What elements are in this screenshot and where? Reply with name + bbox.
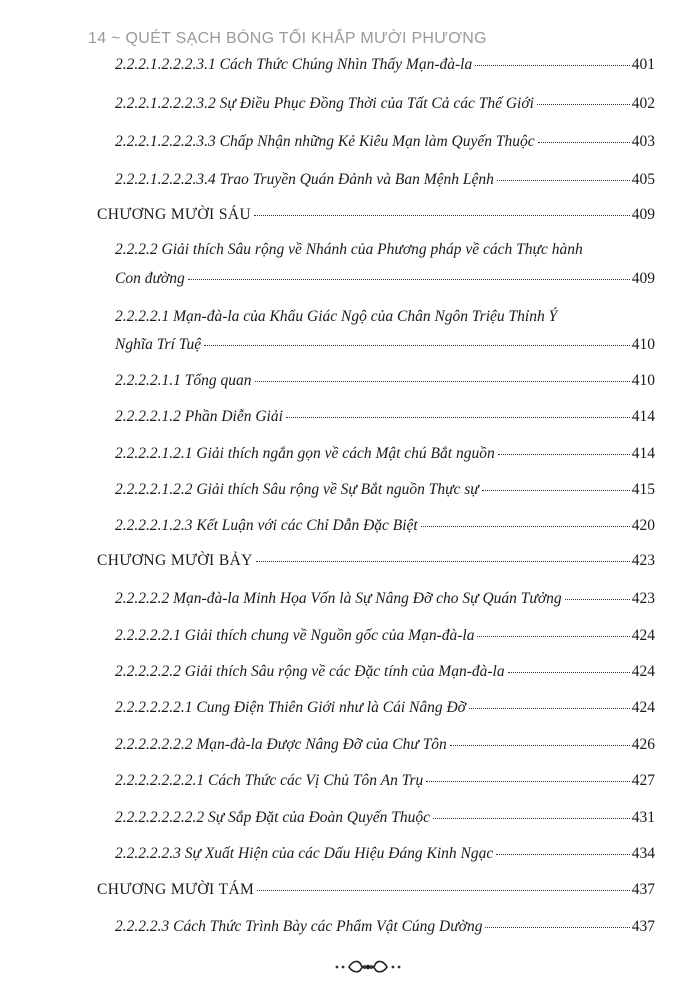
toc-page-number: 423 bbox=[631, 552, 655, 569]
dot-leader bbox=[257, 890, 630, 891]
toc-line bbox=[115, 736, 655, 754]
toc-line bbox=[115, 517, 655, 535]
dot-leader bbox=[565, 599, 630, 600]
toc-line bbox=[115, 270, 655, 288]
toc-page-number: 420 bbox=[631, 517, 655, 534]
toc-line bbox=[97, 206, 655, 224]
dot-leader bbox=[286, 417, 630, 418]
toc-entry-title: 2.2.2.2.2.2.2 Mạn-đà-la Được Nâng Đỡ của Chư Tôn bbox=[115, 736, 447, 753]
toc-page-number: 437 bbox=[631, 918, 655, 935]
toc-page-number: 424 bbox=[631, 627, 655, 644]
toc-entry-title: 2.2.2.1.2.2.2.3.1 Cách Thức Chúng Nhìn Thấy Mạn-đà-la bbox=[115, 56, 473, 73]
toc-line bbox=[115, 699, 655, 717]
toc-entry-title: 2.2.2.2.2.1 Giải thích chung về Nguồn gốc của Mạn-đà-la bbox=[115, 627, 475, 644]
dot-leader bbox=[450, 745, 630, 746]
toc-entry-title: 2.2.2.2.1.2 Phần Diễn Giải bbox=[115, 408, 283, 425]
toc-page-number: 410 bbox=[631, 372, 655, 389]
toc-entry-title: 2.2.2.2.2.2 Giải thích Sâu rộng về các Đặc tính của Mạn-đà-la bbox=[115, 663, 505, 680]
toc-page-number: 414 bbox=[631, 445, 655, 462]
toc-page-number: 423 bbox=[631, 590, 655, 607]
toc-line bbox=[115, 133, 655, 151]
toc-entry-title-line1: 2.2.2.2.1 Mạn-đà-la của Khẩu Giác Ngộ của Chân Ngôn Triệu Thỉnh Ý bbox=[115, 308, 558, 325]
toc-line bbox=[115, 918, 655, 936]
chapter-title: CHƯƠNG MƯỜI BẢY bbox=[97, 552, 253, 569]
toc-entry-title: 2.2.2.2.2.2.2.2 Sự Sắp Đặt của Đoàn Quyến Thuộc bbox=[115, 809, 430, 826]
toc-entry-title: 2.2.2.2.2.2.1 Cung Điện Thiên Giới như là Cái Nâng Đỡ bbox=[115, 699, 466, 716]
toc-line bbox=[115, 95, 655, 113]
dot-leader bbox=[496, 854, 629, 855]
dot-leader bbox=[469, 708, 630, 709]
toc-entry-title: 2.2.2.2.2 Mạn-đà-la Minh Họa Vốn là Sự Nâng Đỡ cho Sự Quán Tưởng bbox=[115, 590, 562, 607]
toc-page-number: 403 bbox=[631, 133, 655, 150]
toc-entry-title: 2.2.2.1.2.2.2.3.3 Chấp Nhận những Kẻ Kiêu Mạn làm Quyến Thuộc bbox=[115, 133, 535, 150]
dot-leader bbox=[204, 345, 630, 346]
toc-page-number: 415 bbox=[631, 481, 655, 498]
toc-entry-title-line2: Con đường bbox=[115, 270, 185, 287]
dot-leader bbox=[421, 526, 630, 527]
toc-entry-title: 2.2.2.2.1.1 Tổng quan bbox=[115, 372, 252, 389]
toc-page-number: 414 bbox=[631, 408, 655, 425]
toc-line bbox=[115, 481, 655, 499]
dot-leader bbox=[537, 104, 630, 105]
dot-leader bbox=[477, 636, 629, 637]
toc-page-number: 424 bbox=[631, 699, 655, 716]
dot-leader bbox=[433, 818, 630, 819]
dot-leader bbox=[497, 180, 630, 181]
dot-leader bbox=[482, 490, 630, 491]
chapter-title: CHƯƠNG MƯỜI TÁM bbox=[97, 881, 255, 898]
toc-entry-title-line2: Nghĩa Trí Tuệ bbox=[115, 336, 202, 353]
toc-entry-title: 2.2.2.2.1.2.2 Giải thích Sâu rộng về Sự Bắt nguồn Thực sự bbox=[115, 481, 479, 498]
toc-line bbox=[115, 590, 655, 608]
dot-leader bbox=[426, 781, 629, 782]
dot-leader bbox=[475, 65, 630, 66]
dot-leader bbox=[255, 381, 630, 382]
toc-page-number: 426 bbox=[631, 736, 655, 753]
toc-entry-title: 2.2.2.1.2.2.2.3.2 Sự Điều Phục Đồng Thời của Tất Cả các Thế Giới bbox=[115, 95, 534, 112]
toc-line bbox=[115, 336, 655, 354]
toc-entry-title: 2.2.2.1.2.2.2.3.4 Trao Truyền Quán Đảnh và Ban Mệnh Lệnh bbox=[115, 171, 494, 188]
running-header: 14 ~ QUÉT SẠCH BÓNG TỐI KHẮP MƯỜI PHƯƠNG bbox=[88, 30, 487, 47]
toc-page-number: 431 bbox=[631, 809, 655, 826]
dot-leader bbox=[538, 142, 630, 143]
chapter-title: CHƯƠNG MƯỜI SÁU bbox=[97, 206, 252, 223]
toc-page-number: 424 bbox=[631, 663, 655, 680]
toc-line bbox=[115, 809, 655, 827]
toc-line bbox=[115, 372, 655, 390]
toc-page-number: 405 bbox=[631, 171, 655, 188]
dot-leader bbox=[188, 279, 630, 280]
toc-page-number: 410 bbox=[631, 336, 655, 353]
toc-line bbox=[115, 663, 655, 681]
toc-line bbox=[115, 56, 655, 74]
toc-line bbox=[97, 881, 655, 899]
toc-line bbox=[115, 408, 655, 426]
toc-entry-title: 2.2.2.2.1.2.3 Kết Luận với các Chỉ Dẫn Đặc Biệt bbox=[115, 517, 418, 534]
toc-line bbox=[115, 627, 655, 645]
toc-page-number: 401 bbox=[631, 56, 655, 73]
toc-line bbox=[115, 445, 655, 463]
toc-page-number: 437 bbox=[631, 881, 655, 898]
dot-leader bbox=[256, 561, 630, 562]
toc-entry-title: 2.2.2.2.2.2.2.1 Cách Thức các Vị Chủ Tôn An Trụ bbox=[115, 772, 424, 789]
toc-entry-title: 2.2.2.2.1.2.1 Giải thích ngắn gọn về cách Mật chú Bắt nguồn bbox=[115, 445, 495, 462]
dot-leader bbox=[508, 672, 630, 673]
toc-page-number: 427 bbox=[631, 772, 655, 789]
dot-leader bbox=[498, 454, 630, 455]
toc-entry-title-line1: 2.2.2.2 Giải thích Sâu rộng về Nhánh của Phương pháp về cách Thực hành bbox=[115, 241, 583, 258]
toc-entry-title: 2.2.2.2.2.3 Sự Xuất Hiện của các Dấu Hiệu Đáng Kinh Ngạc bbox=[115, 845, 494, 862]
dot-leader bbox=[485, 927, 629, 928]
toc-page-number: 409 bbox=[631, 270, 655, 287]
ornament-icon bbox=[333, 955, 403, 975]
toc-page-number: 402 bbox=[631, 95, 655, 112]
toc-line bbox=[115, 171, 655, 189]
toc-line bbox=[115, 845, 655, 863]
toc-line bbox=[115, 772, 655, 790]
toc-page-number: 409 bbox=[631, 206, 655, 223]
toc-entry-title: 2.2.2.2.3 Cách Thức Trình Bày các Phẩm Vật Cúng Dường bbox=[115, 918, 483, 935]
dot-leader bbox=[254, 215, 630, 216]
toc-page-number: 434 bbox=[631, 845, 655, 862]
toc-line bbox=[97, 552, 655, 570]
